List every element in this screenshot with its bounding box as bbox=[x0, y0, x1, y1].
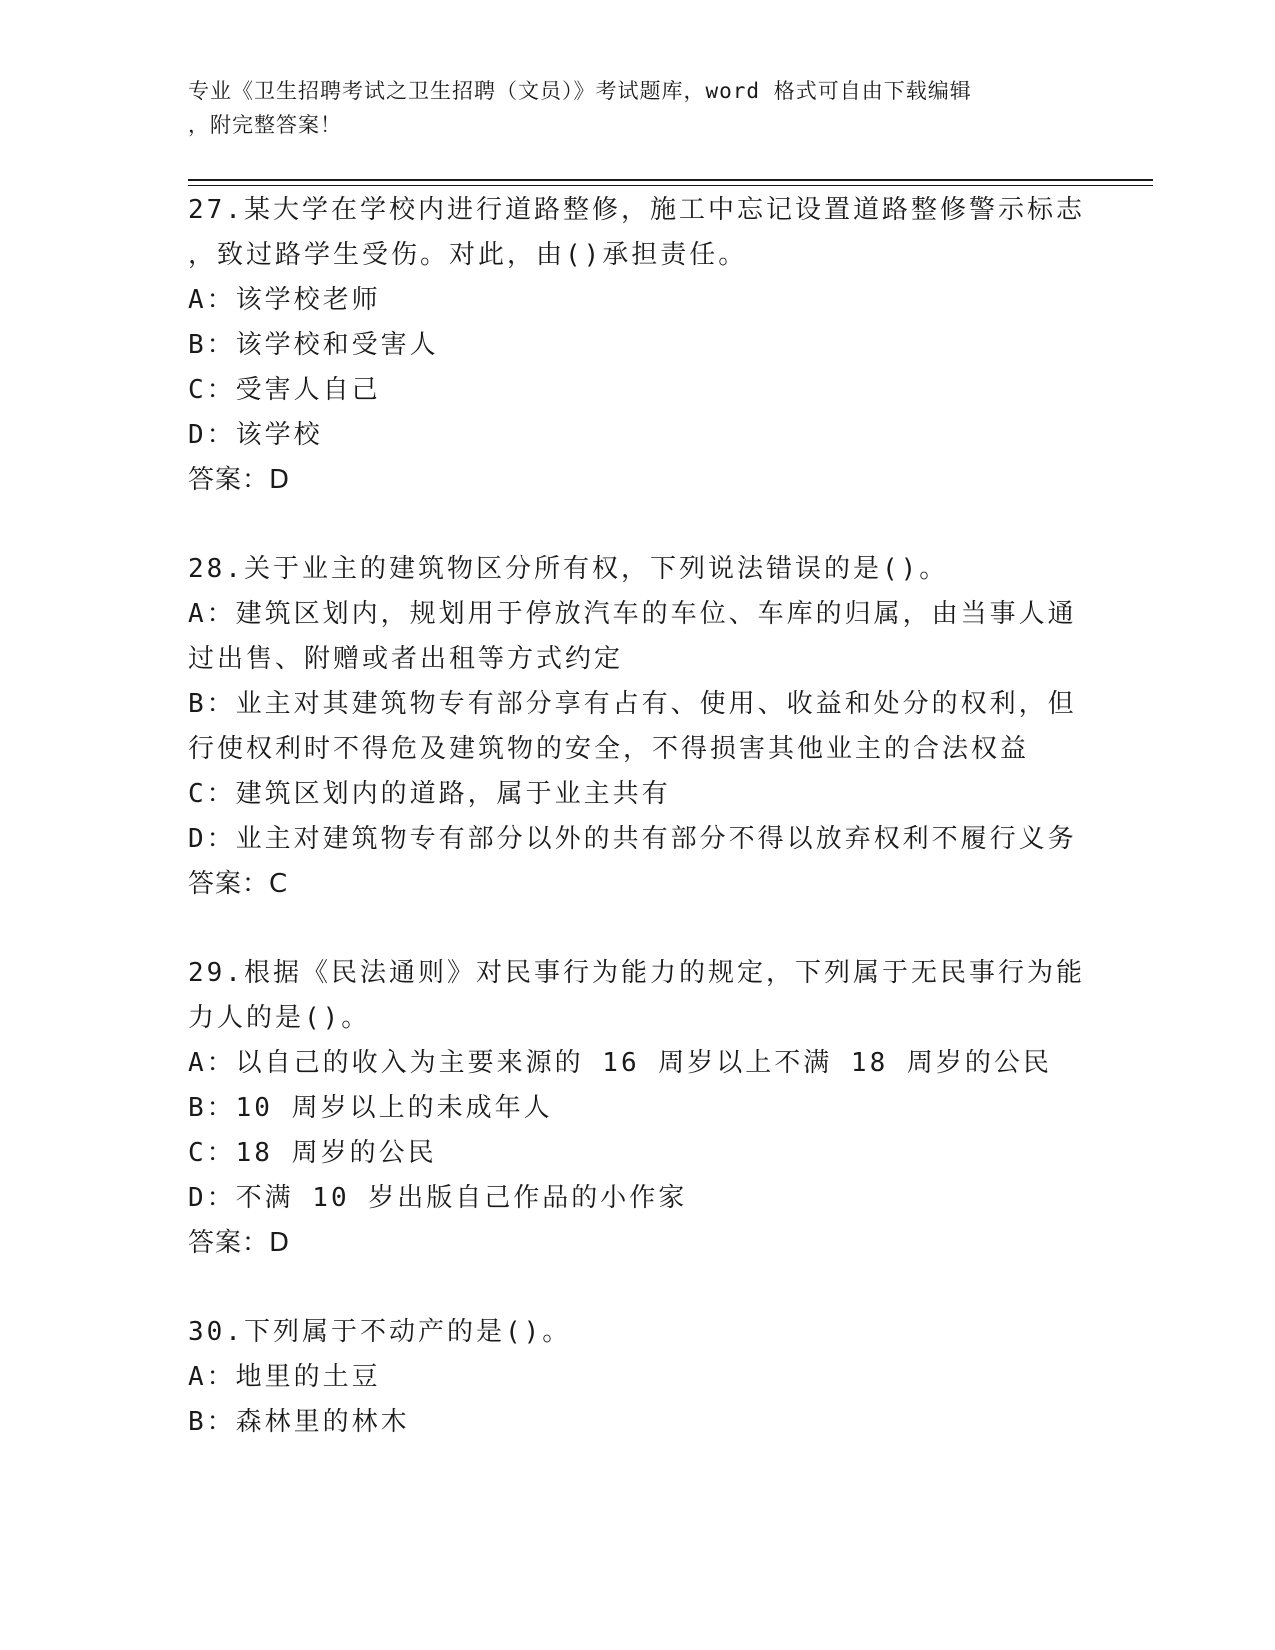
answer-option-line: B：业主对其建筑物专有部分享有占有、使用、收益和处分的权利，但 bbox=[188, 689, 1077, 719]
answer-option bbox=[188, 1176, 1088, 1221]
question-stem-line: 27.某大学在学校内进行道路整修，施工中忘记设置道路整修警示标志 bbox=[188, 195, 1085, 225]
answer-key: 答案：D bbox=[188, 1228, 291, 1258]
question-stem bbox=[188, 188, 1088, 278]
answer-option bbox=[188, 323, 1088, 368]
answer-option-line: A：地里的土豆 bbox=[188, 1362, 381, 1392]
answer-option bbox=[188, 1400, 1088, 1445]
answer-option-line: C：建筑区划内的道路，属于业主共有 bbox=[188, 779, 671, 809]
header-line: 专业《卫生招聘考试之卫生招聘（文员）》考试题库，word 格式可自由下载编辑 bbox=[188, 79, 972, 103]
answer-option-line: D：不满 10 岁出版自己作品的小作家 bbox=[188, 1183, 688, 1213]
answer-option-line: C：受害人自己 bbox=[188, 375, 381, 405]
answer-option bbox=[188, 368, 1088, 413]
header-line: ，附完整答案！ bbox=[188, 113, 342, 137]
answer-option-line: 过出售、附赠或者出租等方式约定 bbox=[188, 644, 624, 674]
question-block bbox=[188, 547, 1088, 907]
question-stem bbox=[188, 547, 1088, 592]
answer-option bbox=[188, 1355, 1088, 1400]
question-stem-line: 力人的是()。 bbox=[188, 1003, 371, 1033]
answer-option-line: A：建筑区划内，规划用于停放汽车的车位、车库的归属，由当事人通 bbox=[188, 599, 1077, 629]
answer-option-line: D：业主对建筑物专有部分以外的共有部分不得以放弃权利不履行义务 bbox=[188, 824, 1077, 854]
question-block bbox=[188, 188, 1088, 503]
question-list bbox=[188, 188, 1088, 1489]
question-block bbox=[188, 1310, 1088, 1445]
question-stem bbox=[188, 1310, 1088, 1355]
answer-option bbox=[188, 413, 1088, 458]
answer-option bbox=[188, 682, 1088, 772]
answer-option bbox=[188, 772, 1088, 817]
question-block bbox=[188, 951, 1088, 1266]
answer-option bbox=[188, 817, 1088, 862]
answer-option bbox=[188, 1086, 1088, 1131]
question-stem-line: 28.关于业主的建筑物区分所有权，下列说法错误的是()。 bbox=[188, 554, 949, 584]
answer-option bbox=[188, 278, 1088, 323]
header-divider bbox=[188, 179, 1153, 181]
answer-option-line: B：森林里的林木 bbox=[188, 1407, 410, 1437]
answer-option-line: D：该学校 bbox=[188, 420, 323, 450]
answer-option-line: B：10 周岁以上的未成年人 bbox=[188, 1093, 553, 1123]
question-stem-line: ，致过路学生受伤。对此，由()承担责任。 bbox=[188, 240, 748, 270]
answer-key: 答案：C bbox=[188, 869, 289, 899]
question-stem-line: 30.下列属于不动产的是()。 bbox=[188, 1317, 572, 1347]
answer-option-line: C：18 周岁的公民 bbox=[188, 1138, 437, 1168]
header-divider bbox=[188, 185, 1153, 186]
question-stem bbox=[188, 951, 1088, 1041]
question-stem-line: 29.根据《民法通则》对民事行为能力的规定，下列属于无民事行为能 bbox=[188, 958, 1085, 988]
answer-key: 答案：D bbox=[188, 465, 291, 495]
answer-option-line: 行使权利时不得危及建筑物的安全，不得损害其他业主的合法权益 bbox=[188, 734, 1030, 764]
answer-option-line: A：该学校老师 bbox=[188, 285, 381, 315]
answer-option-line: A：以自己的收入为主要来源的 16 周岁以上不满 18 周岁的公民 bbox=[188, 1048, 1052, 1078]
answer-option-line: B：该学校和受害人 bbox=[188, 330, 439, 360]
answer-option bbox=[188, 1131, 1088, 1176]
answer-option bbox=[188, 1041, 1088, 1086]
document-header bbox=[188, 74, 1068, 142]
answer-option bbox=[188, 592, 1088, 682]
